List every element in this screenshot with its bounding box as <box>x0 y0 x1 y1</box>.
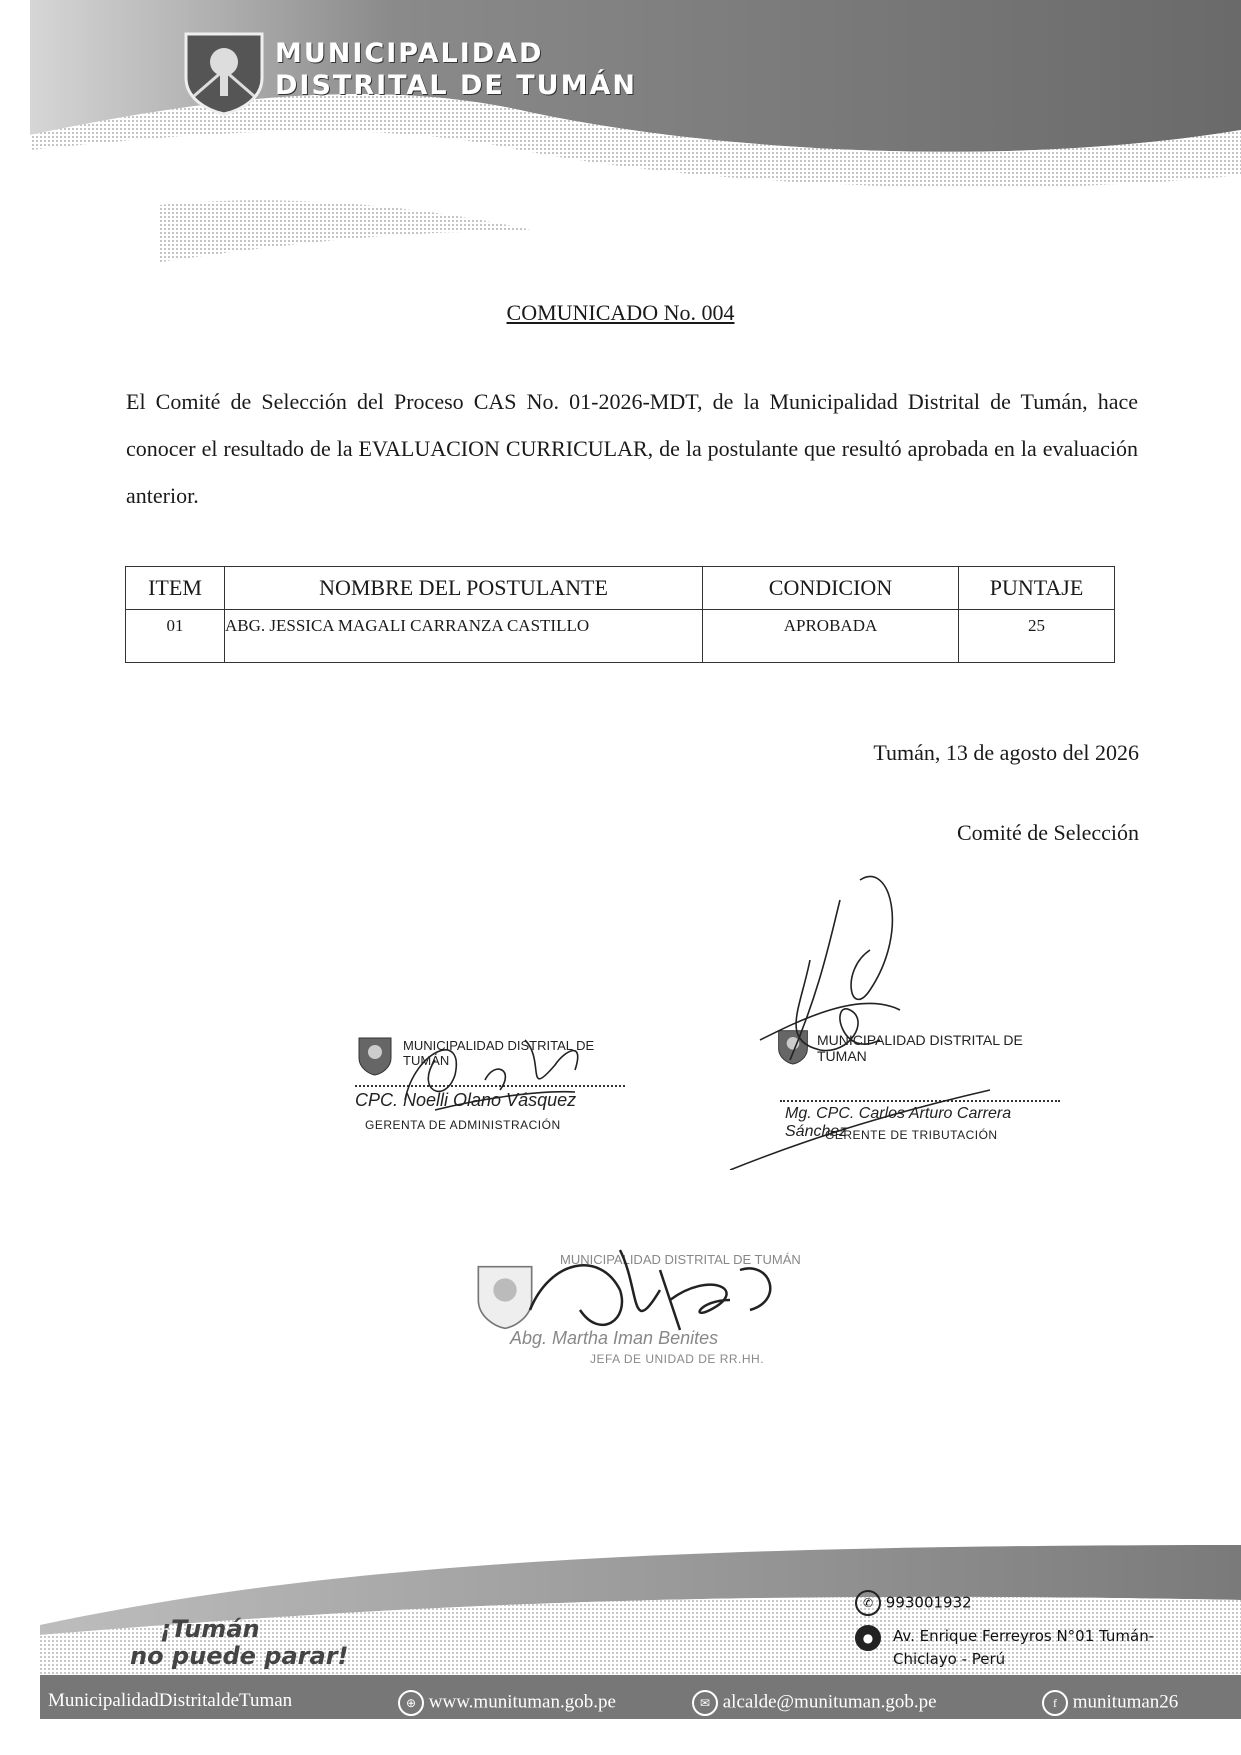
cell-score: 25 <box>959 610 1115 663</box>
address-line2: Chiclayo - Perú <box>893 1650 1006 1668</box>
social-handle-text: munituman26 <box>1072 1691 1179 1713</box>
phone-contact <box>855 1590 972 1616</box>
org-name-line1: MUNICIPALIDAD <box>275 38 544 69</box>
column-header-score: PUNTAJE <box>959 567 1115 610</box>
slogan-line2: no puede parar! <box>130 1642 349 1670</box>
facebook-link[interactable]: MunicipalidadDistritaldeTuman <box>48 1690 293 1711</box>
column-header-name: NOMBRE DEL POSTULANTE <box>225 567 703 610</box>
column-header-condition: CONDICION <box>703 567 959 610</box>
handwritten-signature <box>720 870 1020 1170</box>
whatsapp-icon: ✆ <box>855 1590 881 1616</box>
facebook-icon: f <box>1042 1690 1068 1716</box>
body-paragraph: El Comité de Selección del Proceso CAS No. 01-2026-MDT, de la Municipalidad Distrital de Tumán, hace conocer el resultado de la EVALUACION CURRICULAR, de la postulante que resultó aprobada en la evaluación anterior. <box>126 389 1138 508</box>
location-pin-icon: ● <box>855 1625 881 1651</box>
document-title: COMUNICADO No. 004 <box>506 300 735 325</box>
signer-name: Abg. Martha Iman Benites <box>510 1328 719 1348</box>
coat-of-arms-icon <box>180 26 268 116</box>
date-line: Tumán, 13 de agosto del 2026 <box>873 740 1139 765</box>
cell-condition: APROBADA <box>703 610 959 663</box>
address-line1: Av. Enrique Ferreyros N°01 Tumán- <box>893 1627 1155 1645</box>
phone-number: 993001932 <box>885 1593 972 1612</box>
signer-role: GERENTA DE ADMINISTRACIÓN <box>365 1118 561 1132</box>
website-text: www.munituman.gob.pe <box>428 1691 616 1713</box>
email-link[interactable] <box>692 1690 937 1716</box>
signature-block-rrhh <box>470 1230 810 1380</box>
signer-role: GERENTE DE TRIBUTACIÓN <box>825 1128 998 1142</box>
table-row <box>126 610 1115 663</box>
handwritten-signature <box>510 1230 790 1350</box>
org-name-line2: DISTRITAL DE TUMÁN <box>275 70 637 101</box>
signer-role: JEFA DE UNIDAD DE RR.HH. <box>590 1352 765 1366</box>
cell-name: ABG. JESSICA MAGALI CARRANZA CASTILLO <box>225 610 703 663</box>
globe-icon: ⊕ <box>398 1690 424 1716</box>
signature-block-administration <box>355 1030 630 1140</box>
stamp-text: MUNICIPALIDAD DISTRITAL DE TUMÁN <box>560 1252 801 1267</box>
email-icon: ✉ <box>692 1690 718 1716</box>
email-text: alcalde@munituman.gob.pe <box>722 1691 937 1713</box>
handwritten-signature <box>375 1020 615 1120</box>
social-link[interactable] <box>1042 1690 1178 1716</box>
stamp-text: MUNICIPALIDAD DISTRITAL DE TUMÁN <box>403 1038 595 1068</box>
website-link[interactable] <box>398 1690 616 1716</box>
address-contact <box>855 1625 881 1651</box>
signer-name: Mg. CPC. Carlos Arturo Carrera Sánchez <box>785 1105 1012 1140</box>
table-header-row <box>126 567 1115 610</box>
committee-label: Comité de Selección <box>956 820 1139 845</box>
slogan-line1: ¡Tumán <box>160 1615 260 1643</box>
signer-name: CPC. Noelli Olano Vásquez <box>355 1090 577 1110</box>
results-table <box>125 566 1115 663</box>
stamp-text: MUNICIPALIDAD DISTRITAL DE TUMAN <box>817 1032 1023 1064</box>
column-header-item: ITEM <box>126 567 225 610</box>
cell-item: 01 <box>126 610 225 663</box>
